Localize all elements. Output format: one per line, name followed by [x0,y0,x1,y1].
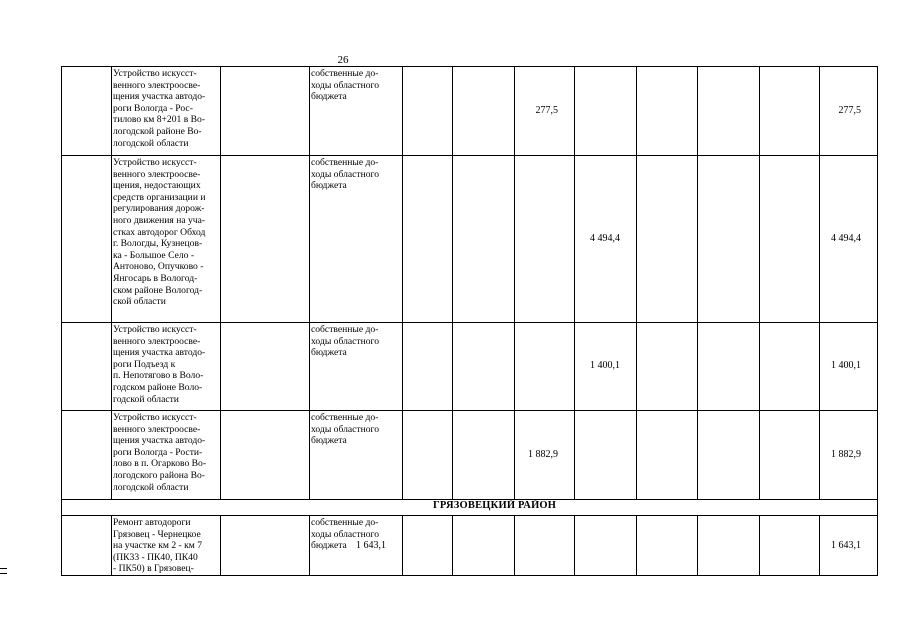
row-2-description-line: ка - Большое Село - [113,249,195,261]
row-4-description-line: Устройство искусст- [113,412,197,423]
last-row-description-line: Ремонт автодороги [113,517,191,528]
row-2-total: 4 494,4 [831,232,861,244]
last-row-funding-source-line: ходы областного [311,528,380,540]
row-1-total: 277,5 [838,104,861,116]
row-4-description-line: роги Вологда - Рости- [113,446,203,458]
row-4-funding-source-line: бюджета [311,435,347,447]
row-2-description-line: Устройство искусст- [113,157,197,168]
row-3-description-line: венного электроосве- [113,335,201,347]
row-2-description-line: стках автодорог Обход [113,226,206,238]
row-2-description-line: Антоново, Опучково - [113,261,204,273]
row-3-description-line: щения участка автодо- [113,347,206,359]
row-1-description-line: щения участка автодо- [113,91,206,103]
row-1-description-line: тилово км 8+201 в Во- [113,114,206,126]
row-4-description-line: логодской области [113,481,189,493]
row-2-description-line: г. Вологды, Кузнецов- [113,238,203,250]
row-3-funding-source-line: бюджета [311,347,347,359]
row-4-value-a: 1 882,9 [528,448,558,460]
last-row-funding-source-line: собственные до- [311,517,379,528]
last-row-total: 1 643,1 [831,540,861,551]
last-row-value: 1 643,1 [356,540,386,551]
row-3-description-line: п. Непотягово в Воло- [113,370,204,382]
page-number: 26 [337,54,349,66]
row-1-description-line: логодской области [113,137,189,149]
row-3-funding-source-line: ходы областного [311,335,380,347]
row-2-description-line: регулирования дорож- [113,203,205,215]
row-2-value-b: 4 494,4 [590,232,620,244]
row-4-description-line: щения участка автодо- [113,435,206,447]
row-4-description-line: логодского района Во- [113,470,205,481]
row-4-funding-source-line: ходы областного [311,423,380,435]
row-1-description-line: логодской районе Во- [113,126,202,137]
section-title: ГРЯЗОВЕЦКИЙ РАЙОН [433,500,557,511]
last-row-description-line: (ПК33 - ПК40, ПК40 [113,551,198,563]
row-2-funding-source-line: бюджета [311,180,347,192]
row-1-description-line: венного электроосве- [113,79,201,91]
row-2-description-line: ской области [113,296,166,308]
row-1-description-line: роги Вологда - Рос- [113,102,193,114]
row-1-funding-source-line: ходы областного [311,79,380,91]
row-2-description-line: венного электроосве- [113,168,201,180]
row-4-total: 1 882,9 [831,448,861,460]
row-4-description-line: лово в п. Огарково Во- [113,458,207,470]
row-3-description-line: Устройство искусст- [113,324,197,335]
row-3-description-line: роги Подъезд к [113,358,176,370]
row-1-funding-source-line: собственные до- [311,68,379,79]
last-row-description-line: - ПК50) в Грязовец- [113,563,194,575]
row-2-description-line: щения, недостающих [113,180,201,192]
last-row-funding-source-line: бюджета [311,540,347,552]
row-1-funding-source-line: бюджета [311,91,347,103]
row-2-description-line: ного движения на уча- [113,215,206,226]
edge-mark [0,568,7,574]
last-row-description-line: Грязовец - Чернецкое [113,528,201,540]
last-row-description-line: на участке км 2 - км 7 [113,540,203,552]
row-1-value-a: 277,5 [535,104,558,116]
row-2-description-line: Янгосарь в Вологод- [113,273,198,284]
row-4-description-line: венного электроосве- [113,423,201,435]
row-2-funding-source-line: ходы областного [311,168,380,180]
row-4-funding-source-line: собственные до- [311,412,379,423]
row-3-description-line: годском районе Воло- [113,382,203,393]
row-2-description-line: средств организации и [113,191,206,203]
row-2-funding-source-line: собственные до- [311,157,379,168]
row-3-funding-source-line: собственные до- [311,324,379,335]
row-3-value-b: 1 400,1 [590,360,620,371]
row-2-description-line: ском районе Вологод- [113,284,203,296]
row-3-total: 1 400,1 [831,360,861,371]
row-3-description-line: годской области [113,393,179,405]
row-1-description-line: Устройство искусст- [113,68,197,79]
